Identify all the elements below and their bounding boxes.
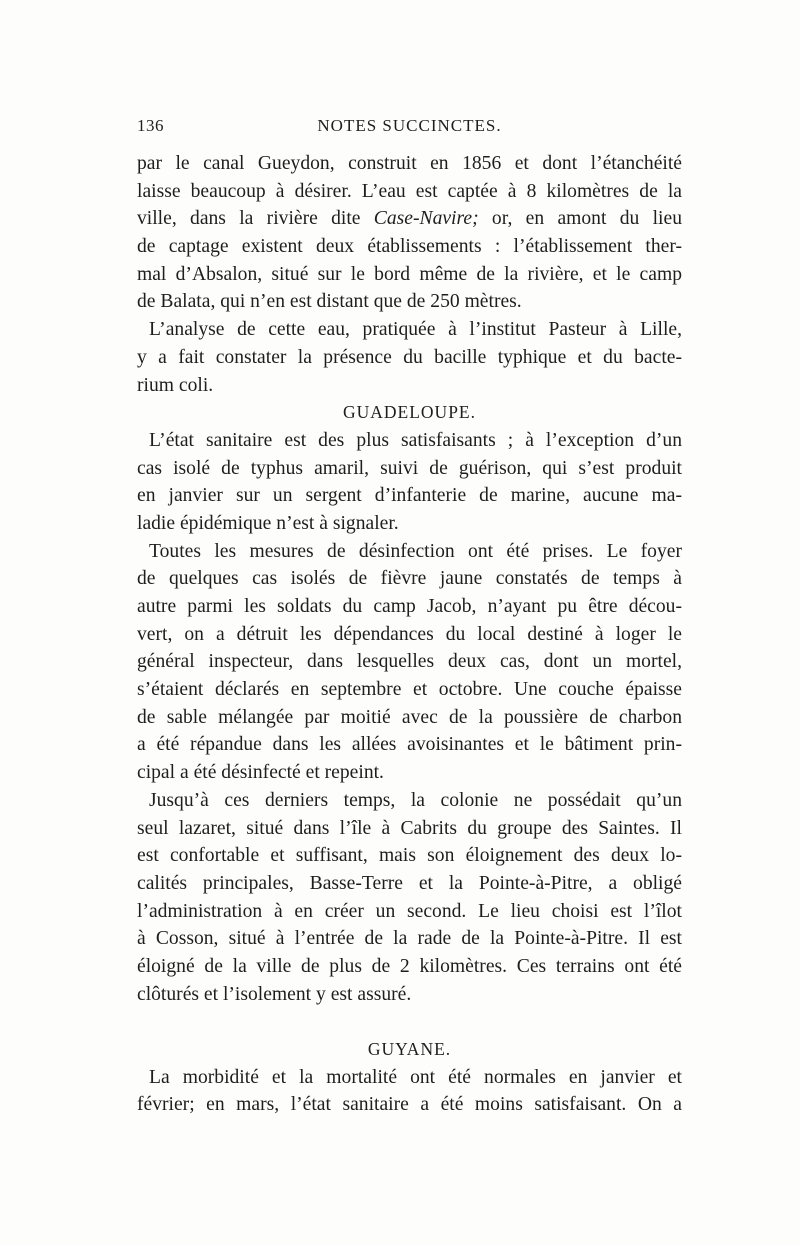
text-line: à Cosson, situé à l’entrée de la rade de la Pointe-à-Pitre. Il est bbox=[137, 928, 682, 950]
text-line: s’étaient déclarés en septembre et octobre. Une couche épaisse bbox=[137, 679, 682, 701]
text-line bbox=[137, 205, 682, 233]
text-line: Jusqu’à ces derniers temps, la colonie ne possédait qu’un bbox=[149, 789, 682, 811]
text-line: de quelques cas isolés de fièvre jaune constatés de temps à bbox=[137, 568, 682, 590]
text-segment: ville, dans la rivière dite bbox=[137, 208, 374, 230]
text-line: La morbidité et la mortalité ont été normales en janvier et bbox=[149, 1066, 682, 1088]
running-title: NOTES SUCCINCTES. bbox=[317, 116, 502, 135]
text-line: L’analyse de cette eau, pratiquée à l’institut Pasteur à Lille, bbox=[149, 319, 682, 341]
paragraph bbox=[137, 150, 682, 316]
text-line: de Balata, qui n’en est distant que de 250 mètres. bbox=[137, 291, 522, 313]
text-line: en janvier sur un sergent d’infanterie de marine, aucune ma- bbox=[137, 485, 682, 507]
text-line: vert, on a détruit les dépendances du local destiné à loger le bbox=[137, 623, 682, 645]
page-number: 136 bbox=[137, 116, 164, 135]
paragraph bbox=[137, 787, 682, 1009]
text-line: a été répandue dans les allées avoisinantes et le bâtiment prin- bbox=[137, 734, 682, 756]
text-line: l’administration à en créer un second. Le lieu choisi est l’îlot bbox=[137, 900, 682, 922]
paragraph bbox=[137, 316, 682, 399]
text-line: autre parmi les soldats du camp Jacob, n’ayant pu être décou- bbox=[137, 596, 682, 617]
text-line: est confortable et suffisant, mais son éloignement des deux lo- bbox=[137, 845, 682, 867]
section-heading-guyane: GUYANE. bbox=[367, 1039, 452, 1060]
text-line: L’état sanitaire est des plus satisfaisants ; à l’exception d’un bbox=[149, 429, 682, 451]
text-line: de captage existent deux établissements : l’établissement ther- bbox=[137, 236, 682, 258]
text-line: par le canal Gueydon, construit en 1856 et dont l’étanchéité bbox=[137, 153, 682, 174]
text-line: y a fait constater la présence du bacille typhique et du bacte- bbox=[137, 346, 682, 368]
page-body bbox=[137, 150, 682, 1119]
page-header bbox=[137, 116, 682, 144]
text-line: général inspecteur, dans lesquelles deux cas, dont un mortel, bbox=[137, 651, 682, 673]
place-name-italic: Case-Navire; bbox=[373, 208, 479, 230]
text-line: clôturés et l’isolement y est assuré. bbox=[137, 983, 412, 1005]
paragraph bbox=[137, 427, 682, 538]
text-line: éloigné de la ville de plus de 2 kilomètres. Ces terrains ont été bbox=[137, 955, 682, 977]
paragraph bbox=[137, 1064, 682, 1119]
text-line: cipal a été désinfecté et repeint. bbox=[137, 762, 384, 784]
text-line: Toutes les mesures de désinfection ont été prises. Le foyer bbox=[149, 540, 682, 562]
paragraph bbox=[137, 538, 682, 787]
text-line: mal d’Absalon, situé sur le bord même de la rivière, et le camp bbox=[137, 263, 682, 285]
text-line: février; en mars, l’état sanitaire a été moins satisfaisant. On a bbox=[137, 1094, 682, 1116]
text-line: de sable mélangée par moitié avec de la poussière de charbon bbox=[137, 706, 682, 728]
text-line: ladie épidémique n’est à signaler. bbox=[137, 512, 399, 534]
text-line: laisse beaucoup à désirer. L’eau est captée à 8 kilomètres de la bbox=[137, 180, 682, 202]
text-line: cas isolé de typhus amaril, suivi de guérison, qui s’est produit bbox=[137, 457, 682, 479]
text-segment: or, en amont du lieu bbox=[478, 208, 682, 230]
section-heading-guadeloupe: GUADELOUPE. bbox=[342, 402, 476, 423]
text-line: rium coli. bbox=[137, 374, 214, 396]
text-line: seul lazaret, situé dans l’île à Cabrits du groupe des Saintes. Il bbox=[137, 817, 682, 839]
text-line: calités principales, Basse-Terre et la Pointe-à-Pitre, a obligé bbox=[137, 872, 682, 894]
